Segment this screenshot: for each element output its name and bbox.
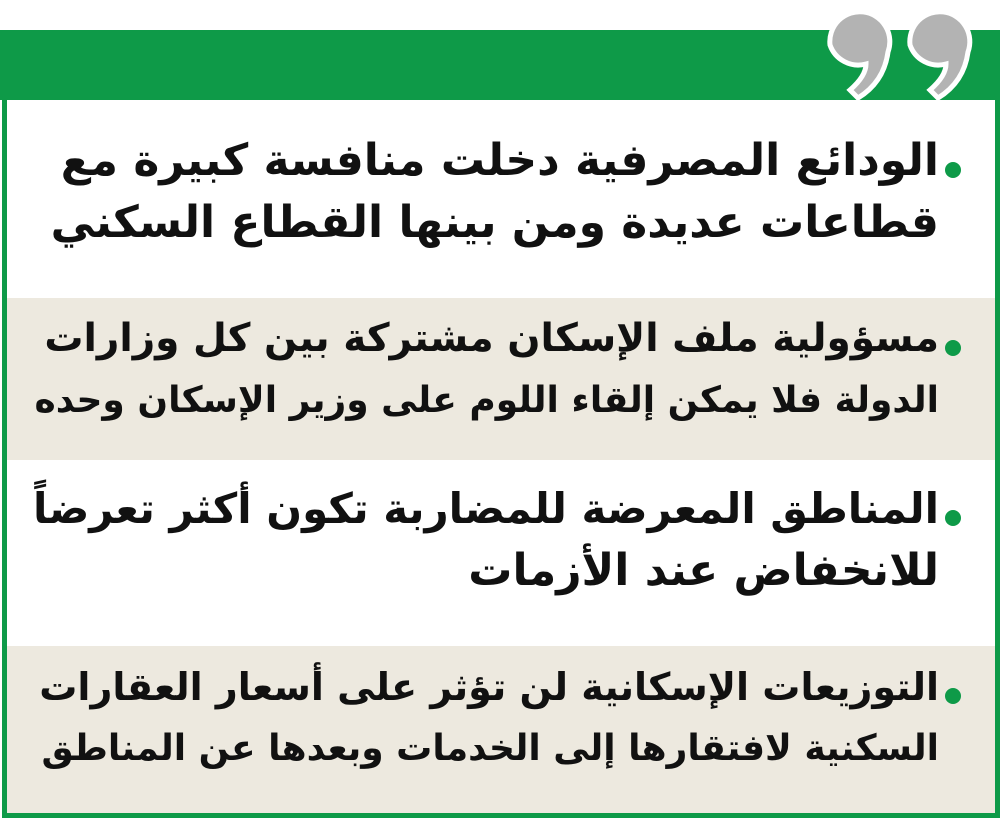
list-item <box>7 298 995 460</box>
quote-mark-icon <box>822 0 982 105</box>
item-line: السكنية لافتقارها إلى الخدمات وبعدها عن المناطق <box>41 728 939 769</box>
item-line: للانخفاض عند الأزمات <box>468 545 939 596</box>
list-item <box>7 130 995 290</box>
bullet-dot-icon <box>945 510 961 526</box>
list-item <box>7 646 995 813</box>
item-line: الودائع المصرفية دخلت منافسة كبيرة مع <box>60 135 939 186</box>
bullet-dot-icon <box>945 688 961 704</box>
bullet-dot-icon <box>945 162 961 178</box>
item-line: المناطق المعرضة للمضاربة تكون أكثر تعرضاً <box>32 484 939 533</box>
bullet-dot-icon <box>945 340 961 356</box>
list-item <box>7 478 995 638</box>
item-line: مسؤولية ملف الإسكان مشتركة بين كل وزارات <box>44 316 939 361</box>
item-line: الدولة فلا يمكن إلقاء اللوم على وزير الإسكان وحده <box>34 380 939 421</box>
item-line: قطاعات عديدة ومن بينها القطاع السكني <box>50 197 939 248</box>
item-line: التوزيعات الإسكانية لن تؤثر على أسعار العقارات <box>39 665 939 709</box>
